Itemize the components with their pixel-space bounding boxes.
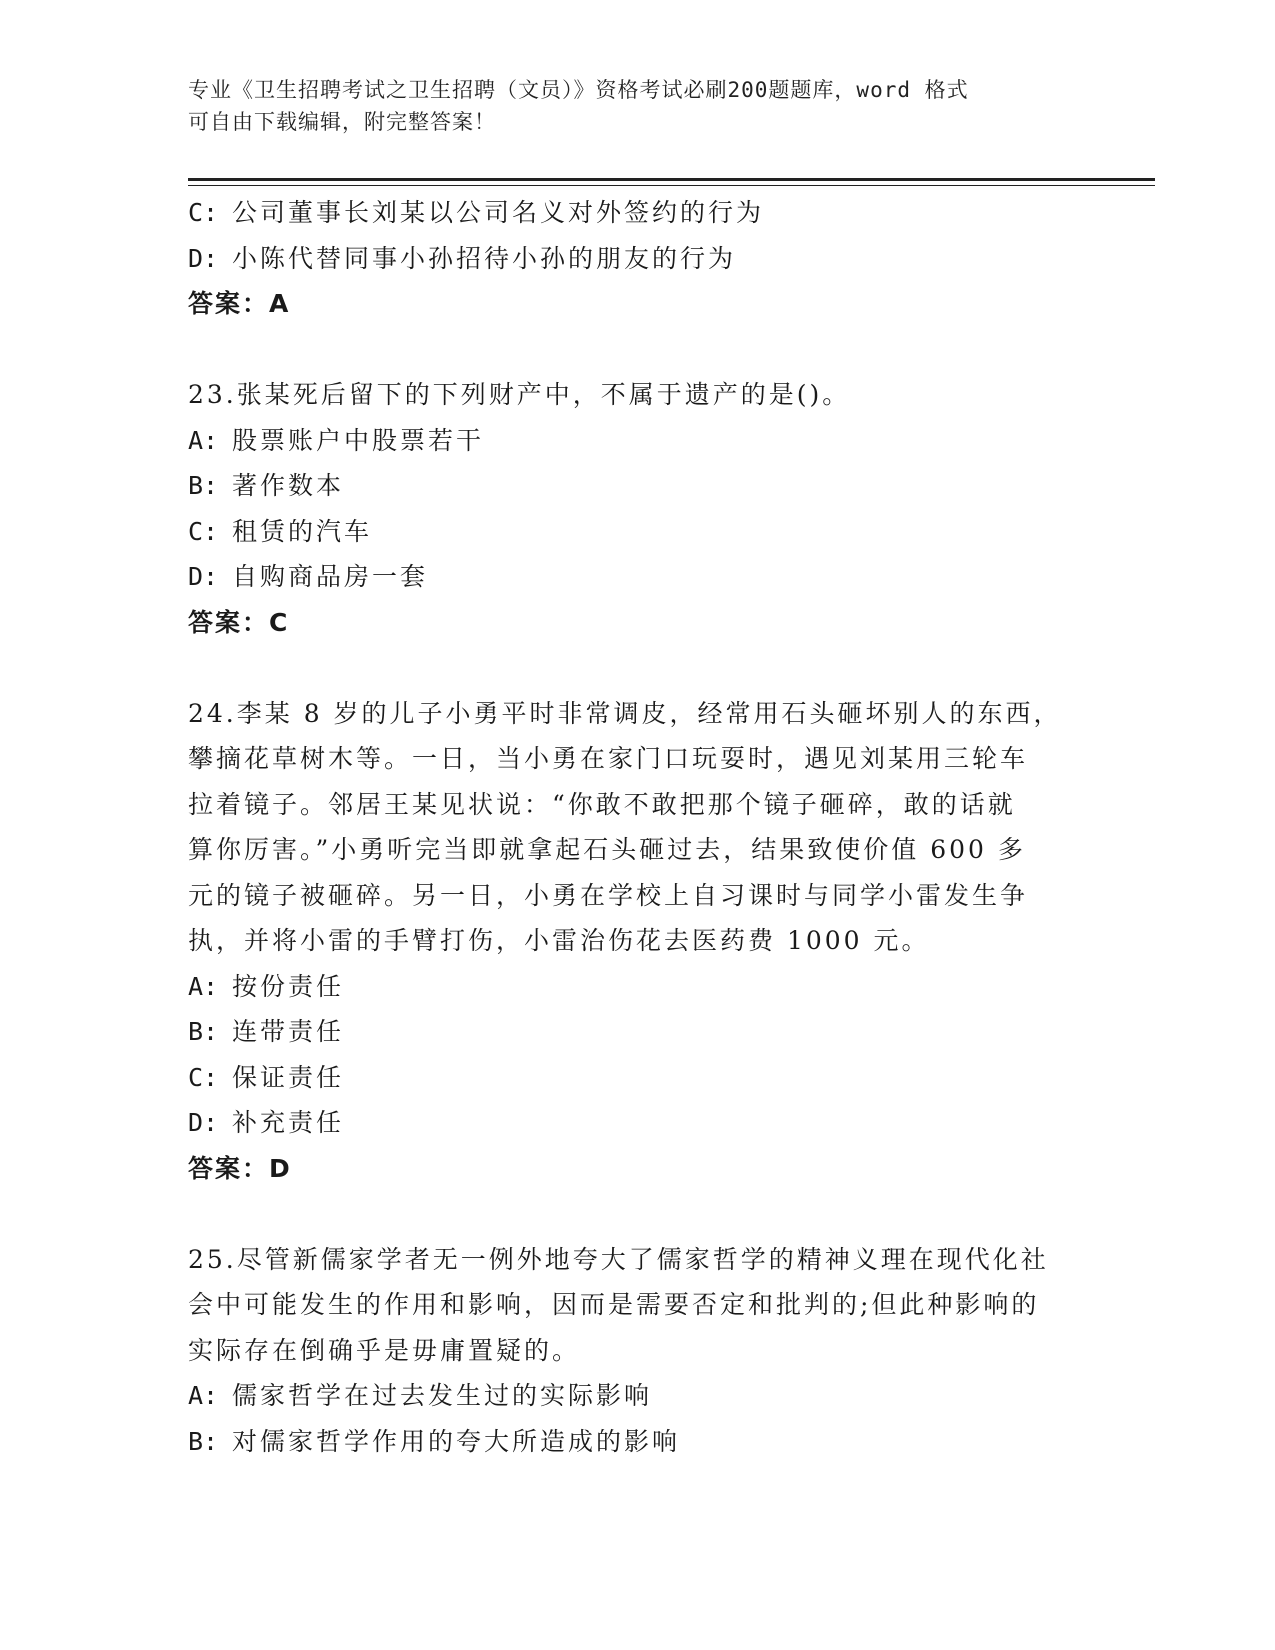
question-stem-line: 拉着镜子。邻居王某见状说：“你敢不敢把那个镜子砸碎，敢的话就 xyxy=(188,789,1016,819)
option-text: 连带责任 xyxy=(232,1017,345,1046)
header-title-line-2: 可自由下载编辑，附完整答案！ xyxy=(188,110,496,134)
option-text: 补充责任 xyxy=(232,1108,345,1137)
option-text: 公司董事长刘某以公司名义对外签约的行为 xyxy=(232,198,765,227)
option-letter: A: xyxy=(188,1381,219,1410)
question-stem-line: 23.张某死后留下的下列财产中，不属于遗产的是()。 xyxy=(188,380,851,409)
spacer xyxy=(188,645,1088,691)
option-b xyxy=(188,1009,1088,1055)
option-letter: B: xyxy=(188,1426,219,1456)
question-23 xyxy=(188,372,1088,645)
header-divider-thin xyxy=(188,185,1155,186)
option-d xyxy=(188,554,1088,600)
option-text: 儒家哲学在过去发生过的实际影响 xyxy=(232,1381,653,1410)
question-22 xyxy=(188,190,1088,327)
answer-line: 答案：C xyxy=(188,607,290,637)
option-d xyxy=(188,1100,1088,1146)
question-stem-line: 25.尽管新儒家学者无一例外地夸大了儒家哲学的精神义理在现代化社 xyxy=(188,1244,1049,1274)
option-a xyxy=(188,1373,1088,1419)
header-divider-thick xyxy=(188,178,1155,181)
option-text: 保证责任 xyxy=(232,1062,345,1092)
question-content xyxy=(188,190,1088,1464)
option-letter: B: xyxy=(188,1017,219,1046)
option-a xyxy=(188,418,1088,464)
option-text: 按份责任 xyxy=(232,971,345,1001)
option-c xyxy=(188,190,1088,236)
option-text: 对儒家哲学作用的夸大所造成的影响 xyxy=(232,1426,681,1456)
answer-line: 答案：A xyxy=(188,289,291,318)
question-stem-line: 会中可能发生的作用和影响，因而是需要否定和批判的;但此种影响的 xyxy=(188,1290,1040,1319)
option-letter: D: xyxy=(188,243,219,273)
question-25 xyxy=(188,1237,1088,1465)
option-text: 租赁的汽车 xyxy=(232,516,373,546)
spacer xyxy=(188,327,1088,373)
answer-line: 答案：D xyxy=(188,1153,292,1183)
option-letter: C: xyxy=(188,516,219,546)
option-b xyxy=(188,463,1088,509)
option-c xyxy=(188,1055,1088,1101)
option-letter: D: xyxy=(188,1108,219,1137)
question-stem-line: 执，并将小雷的手臂打伤，小雷治伤花去医药费 1000 元。 xyxy=(188,926,930,955)
option-text: 自购商品房一套 xyxy=(232,562,429,591)
spacer xyxy=(188,1191,1088,1237)
option-b xyxy=(188,1419,1088,1465)
question-stem-line: 算你厉害。”小勇听完当即就拿起石头砸过去，结果致使价值 600 多 xyxy=(188,835,1026,864)
header-title-line-1: 专业《卫生招聘考试之卫生招聘（文员）》资格考试必刷200题题库，word 格式 xyxy=(188,78,969,102)
option-letter: A: xyxy=(188,425,219,455)
option-letter: B: xyxy=(188,471,219,500)
question-stem-line: 攀摘花草树木等。一日，当小勇在家门口玩耍时，遇见刘某用三轮车 xyxy=(188,744,1029,773)
option-letter: D: xyxy=(188,562,219,591)
page-header xyxy=(188,74,1068,138)
option-text: 股票账户中股票若干 xyxy=(232,425,485,455)
question-stem-line: 24.李某 8 岁的儿子小勇平时非常调皮，经常用石头砸坏别人的东西， xyxy=(188,698,1062,728)
option-letter: C: xyxy=(188,1062,219,1092)
option-letter: A: xyxy=(188,971,219,1001)
option-a xyxy=(188,964,1088,1010)
option-d xyxy=(188,236,1088,282)
question-24 xyxy=(188,691,1088,1192)
option-c xyxy=(188,509,1088,555)
question-stem-line: 实际存在倒确乎是毋庸置疑的。 xyxy=(188,1335,581,1365)
option-text: 小陈代替同事小孙招待小孙的朋友的行为 xyxy=(232,243,737,273)
option-letter: C: xyxy=(188,198,219,227)
question-stem-line: 元的镜子被砸碎。另一日，小勇在学校上自习课时与同学小雷发生争 xyxy=(188,880,1029,910)
option-text: 著作数本 xyxy=(232,471,345,500)
